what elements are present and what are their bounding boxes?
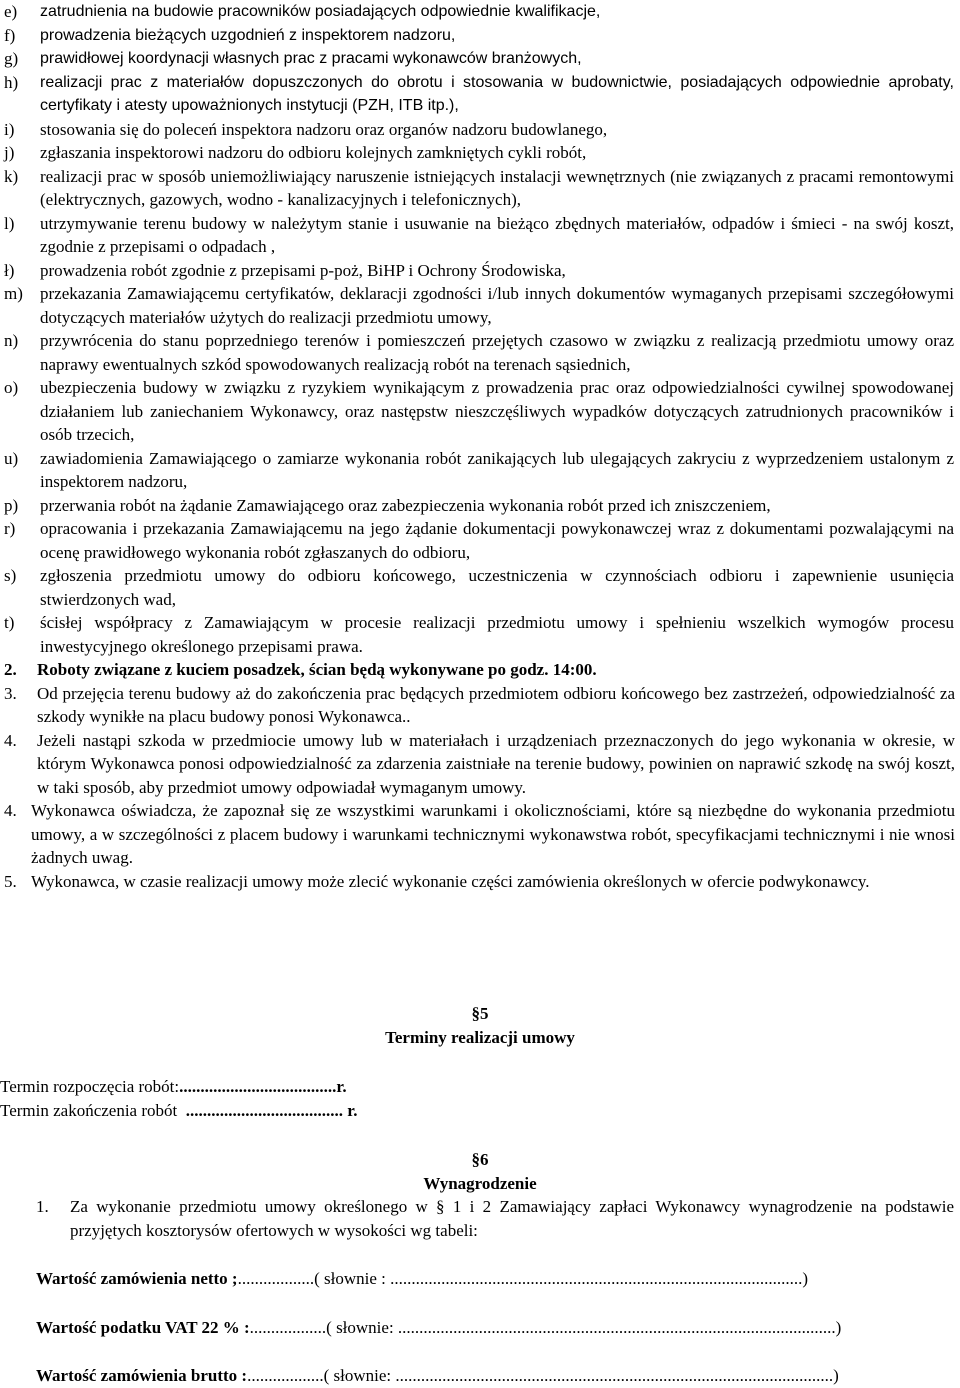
section-5-heading	[0, 1002, 960, 1049]
numbered-paragraph-marker: 4.	[4, 801, 17, 820]
termin-end-value: ..................................... r.	[185, 1101, 358, 1120]
numbered-paragraph-marker: 4.	[4, 730, 17, 750]
termin-end-label: Termin zakończenia robót	[0, 1101, 178, 1120]
list-item-text: przerwania robót na żądanie Zamawiającego oraz zabezpieczenia wykonania robót przed ich zniszczeniem,	[40, 495, 771, 515]
numbered-paragraph	[4, 729, 955, 800]
section-6-heading	[0, 1148, 960, 1195]
value-vat	[36, 1316, 956, 1340]
list-item-text: ubezpieczenia budowy w związku z ryzykiem wynikającym z prowadzenia prac oraz odpowiedzialności cywilnej spowodowanej działaniem lub zaniechaniem Wykonawcy, oraz następstw nieszczęśliwych wypadków dotyczących zatrudnionych pracowników i osób trzecich,	[40, 378, 954, 444]
list-item-text: prowadzenia robót zgodnie z przepisami p-poż, BiHP i Ochrony Środowiska,	[40, 260, 566, 280]
list-item-text: zatrudnienia na budowie pracowników posiadających odpowiednie kwalifikacje,	[40, 3, 601, 20]
list-item-marker: k)	[4, 166, 19, 186]
list-item-marker: e)	[4, 2, 18, 21]
value-brutto	[36, 1364, 956, 1388]
list-item-text: zgłoszenia przedmiotu umowy do odbioru końcowego, uczestniczenia w czynnościach odbioru i zapewnienie usunięcia stwierdzonych wad,	[40, 566, 954, 609]
list-item-text: przekazania Zamawiającemu certyfikatów, deklaracji zgodności i/lub innych dokumentów wymaganych przepisami szczegółowymi dotyczących materiałów użytych do realizacji przedmiotu umowy,	[40, 284, 954, 327]
value-netto-blank: ..................( słownie : .................................................................................................)	[237, 1269, 809, 1288]
list-item-text: prawidłowej koordynacji własnych prac z pracami wykonawców branżowych,	[40, 50, 582, 67]
termin-start	[0, 1075, 347, 1099]
list-item-marker: u)	[4, 448, 19, 468]
numbered-paragraph-marker: 5.	[4, 871, 17, 891]
section-6-number: §6	[471, 1150, 489, 1169]
list-item	[4, 259, 954, 283]
list-item	[4, 165, 954, 212]
numbered-paragraph-text: Roboty związane z kuciem posadzek, ścian będą wykonywane po godz. 14:00.	[37, 660, 597, 679]
obligations-list	[4, 0, 954, 658]
termin-start-value: .....................................r.	[179, 1077, 347, 1096]
value-vat-blank: ..................( słownie: .......................................................................................................)	[249, 1318, 842, 1337]
section-5-title: Terminy realizacji umowy	[385, 1027, 575, 1047]
numbered-paragraph-text: Wykonawca oświadcza, że zapoznał się ze wszystkimi warunkami i okolicznościami, które są niezbędne do wykonania przedmiotu umowy, a w szczególności z placem budowy i warunkami technicznymi wykonawstwa robót, specyfikacjami technicznymi i nie wnosi żadnych uwag.	[31, 801, 955, 867]
list-item	[4, 447, 954, 494]
numbered-paragraph-text: Wykonawca, w czasie realizacji umowy może zlecić wykonanie części zamówienia określonych w ofercie podwykonawcy.	[31, 871, 870, 891]
list-item-text: ścisłej współpracy z Zamawiającym w procesie realizacji przedmiotu umowy i spełnieniu wszelkich wymogów procesu inwestycyjnego określonego przepisami prawa.	[40, 613, 954, 656]
list-item	[4, 376, 954, 447]
value-brutto-blank: ..................( słownie: .......................................................................................................)	[247, 1366, 839, 1385]
list-item-marker: g)	[4, 49, 19, 68]
numbered-paragraph	[4, 799, 955, 870]
list-item	[4, 282, 954, 329]
list-item-text: stosowania się do poleceń inspektora nadzoru oraz organów nadzoru budowlanego,	[40, 119, 608, 139]
list-item	[4, 329, 954, 376]
list-item-marker: r)	[4, 519, 16, 538]
payment-clause	[36, 1195, 954, 1242]
list-item-marker: m)	[4, 284, 23, 303]
payment-clause-marker: 1.	[36, 1197, 49, 1216]
list-item	[4, 47, 954, 71]
list-item-text: przywrócenia do stanu poprzedniego terenów i pomieszczeń przejętych czasowo w związku z realizacją przedmiotu umowy oraz naprawy ewentualnych szkód spowodowanych realizacją robót na terenach sąsiednich,	[40, 331, 954, 374]
list-item-marker: s)	[4, 566, 17, 585]
list-item	[4, 71, 954, 118]
list-item-marker: ł)	[4, 260, 15, 280]
termin-start-label: Termin rozpoczęcia robót:	[0, 1077, 180, 1096]
list-item-marker: n)	[4, 331, 19, 350]
numbered-paragraph-text: Jeżeli nastąpi szkoda w przedmiocie umowy lub w materiałach i urządzeniach przeznaczonych do jego wykonania w okresie, w którym Wykonawca ponosi odpowiedzialność za zdarzenia zaistniałe na terenie budowy, powinien on naprawić szkodę na swój koszt, w taki sposób, aby przedmiot umowy odpowiadał wymaganym umowy.	[37, 730, 955, 797]
termin-end	[0, 1099, 357, 1123]
list-item	[4, 141, 954, 165]
list-item	[4, 0, 954, 24]
list-item-text: prowadzenia bieżących uzgodnień z inspektorem nadzoru,	[40, 26, 456, 44]
list-item	[4, 24, 954, 48]
value-netto-label: Wartość zamówienia netto ;	[36, 1269, 238, 1288]
list-item-marker: p)	[4, 495, 19, 515]
list-item-text: realizacji prac z materiałów dopuszczonych do obrotu i stosowania w budownictwie, posiadających odpowiednie aprobaty, certyfikaty i atesty upoważnionych instytucji (PZH, ITB itp.),	[40, 73, 954, 114]
list-item-text: zawiadomienia Zamawiającego o zamiarze wykonania robót zanikających lub ulegających zakryciu z wyprzedzeniem ustalonym z inspektorem nadzoru,	[40, 448, 954, 491]
numbered-paragraph	[4, 682, 955, 729]
list-item-text: zgłaszania inspektorowi nadzoru do odbioru kolejnych zamkniętych cykli robót,	[40, 143, 587, 162]
list-item-marker: l)	[4, 213, 15, 233]
numbered-paragraph	[4, 658, 955, 682]
value-netto	[36, 1267, 956, 1291]
numbered-paragraph-marker: 3.	[4, 683, 17, 703]
section-6-title: Wynagrodzenie	[423, 1173, 537, 1193]
section-5-number: §5	[471, 1004, 489, 1023]
value-brutto-label: Wartość zamówienia brutto :	[36, 1366, 248, 1385]
list-item	[4, 611, 954, 658]
numbered-paragraph	[4, 870, 955, 894]
list-item	[4, 517, 954, 564]
list-item-text: realizacji prac w sposób uniemożliwiający naruszenie istniejących instalacji wewnętrznych (nie związanych z pracami remontowymi (elektrycznych, gazowych, wodno - kanalizacyjnych i telefonicznych),	[40, 166, 954, 209]
list-item	[4, 118, 954, 142]
value-vat-label: Wartość podatku VAT 22 % :	[36, 1318, 250, 1337]
list-item-marker: i)	[4, 119, 15, 139]
numbered-paragraphs	[4, 658, 955, 893]
payment-clause-text: Za wykonanie przedmiotu umowy określonego w § 1 i 2 Zamawiający zapłaci Wykonawcy wynagrodzenie na podstawie przyjętych kosztorysów ofertowych w wysokości wg tabeli:	[70, 1197, 954, 1240]
numbered-paragraph-text: Od przejęcia terenu budowy aż do zakończenia prac będących przedmiotem odbioru końcowego bez zastrzeżeń, odpowiedzialność za szkody wynikłe na placu budowy ponosi Wykonawca..	[37, 683, 955, 726]
list-item-text: utrzymywanie terenu budowy w należytym stanie i usuwanie na bieżąco zbędnych materiałów, odpadów i śmieci - na swój koszt, zgodnie z przepisami o odpadach ,	[40, 213, 954, 256]
list-item-text: opracowania i przekazania Zamawiającemu na jego żądanie dokumentacji powykonawczej wraz z dokumentami pozwalającymi na ocenę prawidłowego wykonania robót zgłaszanych do odbioru,	[40, 519, 954, 562]
list-item-marker: j)	[4, 143, 15, 162]
list-item	[4, 564, 954, 611]
list-item-marker: t)	[4, 613, 15, 632]
numbered-paragraph-marker: 2.	[4, 660, 17, 679]
list-item-marker: o)	[4, 378, 19, 397]
list-item	[4, 212, 954, 259]
list-item	[4, 494, 954, 518]
list-item-marker: f)	[4, 25, 16, 45]
list-item-marker: h)	[4, 72, 19, 92]
